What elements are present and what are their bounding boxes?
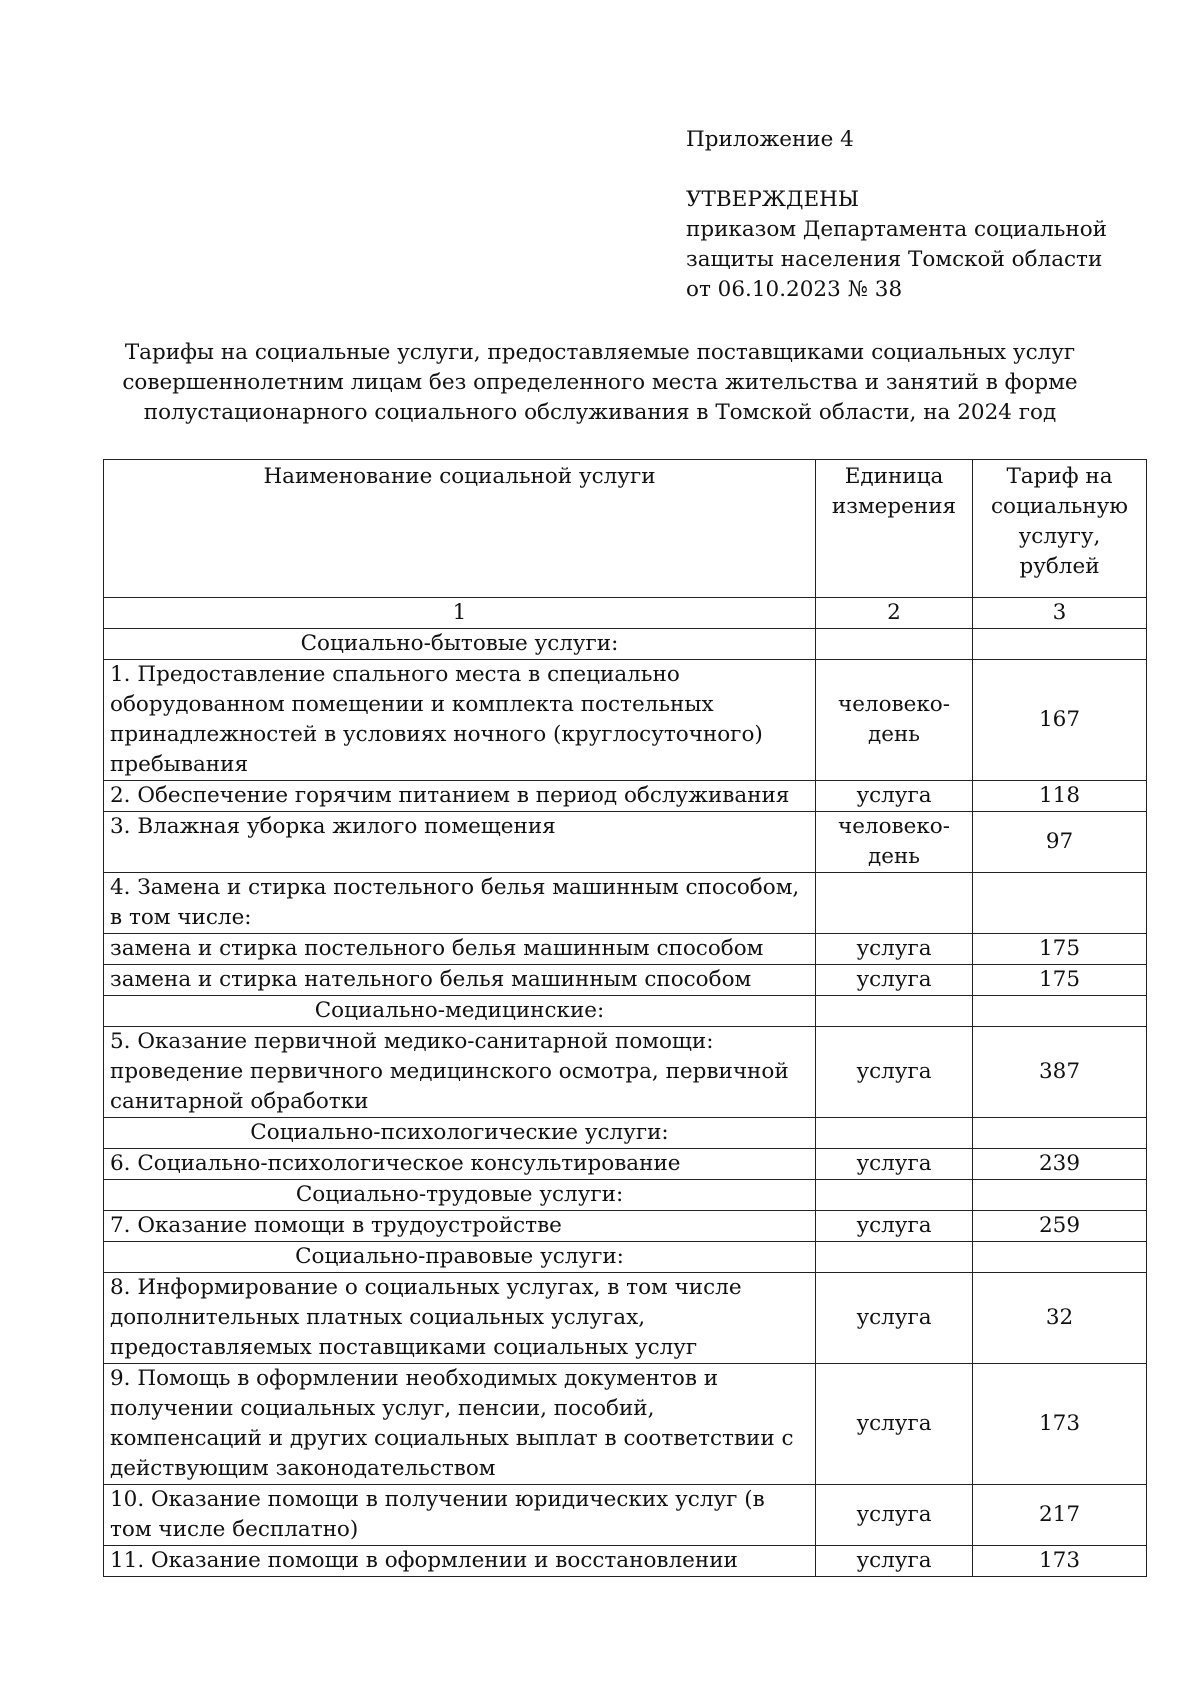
- title-line-1: Тарифы на социальные услуги, предоставляемые поставщиками социальных услуг: [124, 340, 1076, 365]
- approval-order-line-2: защиты населения Томской области: [686, 247, 1103, 272]
- unit-cell: человеко-день: [816, 812, 973, 873]
- unit-cell: [816, 1118, 973, 1149]
- unit-cell: услуга: [816, 965, 973, 996]
- approval-block: [686, 125, 1107, 305]
- tariff-cell: 387: [973, 1027, 1147, 1118]
- tariff-cell: 118: [973, 781, 1147, 812]
- service-name: 11. Оказание помощи в оформлении и восстановлении: [104, 1546, 816, 1577]
- service-name: замена и стирка нательного белья машинным способом: [104, 965, 816, 996]
- section-row: [104, 1118, 1147, 1149]
- service-name: 4. Замена и стирка постельного белья машинным способом, в том числе:: [104, 873, 816, 934]
- tariff-cell: 167: [973, 660, 1147, 781]
- service-name: 5. Оказание первичной медико-санитарной помощи: проведение первичного медицинского осмотра, первичной санитарной обработки: [104, 1027, 816, 1118]
- tariff-cell: 217: [973, 1485, 1147, 1546]
- unit-cell: услуга: [816, 934, 973, 965]
- section-row: [104, 629, 1147, 660]
- table-row: [104, 812, 1147, 873]
- header-service-name: Наименование социальной услуги: [104, 460, 816, 598]
- tariff-cell: [973, 1118, 1147, 1149]
- unit-cell: услуга: [816, 1211, 973, 1242]
- tariff-cell: [973, 629, 1147, 660]
- service-name: 6. Социально-психологическое консультирование: [104, 1149, 816, 1180]
- title-line-2: совершеннолетним лицам без определенного места жительства и занятий в форме: [122, 370, 1078, 395]
- appendix-label: Приложение 4: [686, 127, 854, 152]
- section-title: Социально-трудовые услуги:: [104, 1180, 816, 1211]
- tariff-cell: 32: [973, 1273, 1147, 1364]
- table-row: [104, 781, 1147, 812]
- unit-cell: [816, 1242, 973, 1273]
- unit-cell: услуга: [816, 1364, 973, 1485]
- tariff-cell: 259: [973, 1211, 1147, 1242]
- approved-heading: УТВЕРЖДЕНЫ: [686, 187, 860, 212]
- tariff-cell: [973, 1242, 1147, 1273]
- section-title: Социально-бытовые услуги:: [104, 629, 816, 660]
- unit-cell: услуга: [816, 1027, 973, 1118]
- service-name: замена и стирка постельного белья машинным способом: [104, 934, 816, 965]
- tariff-cell: [973, 1180, 1147, 1211]
- column-number: 3: [973, 598, 1147, 629]
- unit-cell: человеко-день: [816, 660, 973, 781]
- table-row: [104, 1364, 1147, 1485]
- tariff-cell: 97: [973, 812, 1147, 873]
- tariffs-table: [103, 459, 1147, 1577]
- tariff-cell: [973, 873, 1147, 934]
- table-row: [104, 873, 1147, 934]
- table-row: [104, 660, 1147, 781]
- section-title: Социально-психологические услуги:: [104, 1118, 816, 1149]
- unit-cell: услуга: [816, 781, 973, 812]
- column-number: 2: [816, 598, 973, 629]
- table-row: [104, 1485, 1147, 1546]
- table-row: [104, 1546, 1147, 1577]
- service-name: 2. Обеспечение горячим питанием в период обслуживания: [104, 781, 816, 812]
- tariff-cell: 175: [973, 934, 1147, 965]
- document-title: [100, 338, 1100, 428]
- table-row: [104, 1149, 1147, 1180]
- service-name: 8. Информирование о социальных услугах, в том числе дополнительных платных социальных услугах, предоставляемых поставщиками социальных услуг: [104, 1273, 816, 1364]
- table-header-row: [104, 460, 1147, 598]
- approval-order-date: от 06.10.2023 № 38: [686, 277, 903, 302]
- unit-cell: услуга: [816, 1546, 973, 1577]
- service-name: 9. Помощь в оформлении необходимых документов и получении социальных услуг, пенсии, пособий, компенсаций и других социальных выплат в соответствии с действующим законодательством: [104, 1364, 816, 1485]
- service-name: 1. Предоставление спального места в специально оборудованном помещении и комплекта постельных принадлежностей в условиях ночного (круглосуточного) пребывания: [104, 660, 816, 781]
- column-number-row: [104, 598, 1147, 629]
- table-row: [104, 1027, 1147, 1118]
- unit-cell: [816, 629, 973, 660]
- service-name: 10. Оказание помощи в получении юридических услуг (в том числе бесплатно): [104, 1485, 816, 1546]
- table-row: [104, 965, 1147, 996]
- unit-cell: [816, 873, 973, 934]
- tariff-cell: 173: [973, 1546, 1147, 1577]
- section-row: [104, 996, 1147, 1027]
- unit-cell: услуга: [816, 1485, 973, 1546]
- spacer: [686, 155, 1107, 185]
- tariff-cell: 175: [973, 965, 1147, 996]
- section-row: [104, 1180, 1147, 1211]
- service-name: 7. Оказание помощи в трудоустройстве: [104, 1211, 816, 1242]
- unit-cell: услуга: [816, 1273, 973, 1364]
- unit-cell: [816, 1180, 973, 1211]
- table-row: [104, 934, 1147, 965]
- header-tariff: Тариф на социальную услугу, рублей: [973, 460, 1147, 598]
- tariff-cell: 173: [973, 1364, 1147, 1485]
- header-unit: Единица измерения: [816, 460, 973, 598]
- service-name: 3. Влажная уборка жилого помещения: [104, 812, 816, 873]
- section-title: Социально-правовые услуги:: [104, 1242, 816, 1273]
- unit-cell: услуга: [816, 1149, 973, 1180]
- table-row: [104, 1211, 1147, 1242]
- table-body: [104, 629, 1147, 1577]
- tariff-cell: 239: [973, 1149, 1147, 1180]
- column-number: 1: [104, 598, 816, 629]
- approval-order-line-1: приказом Департамента социальной: [686, 217, 1107, 242]
- title-line-3: полустационарного социального обслуживания в Томской области, на 2024 год: [143, 400, 1057, 425]
- table-row: [104, 1273, 1147, 1364]
- section-title: Социально-медицинские:: [104, 996, 816, 1027]
- tariff-cell: [973, 996, 1147, 1027]
- section-row: [104, 1242, 1147, 1273]
- unit-cell: [816, 996, 973, 1027]
